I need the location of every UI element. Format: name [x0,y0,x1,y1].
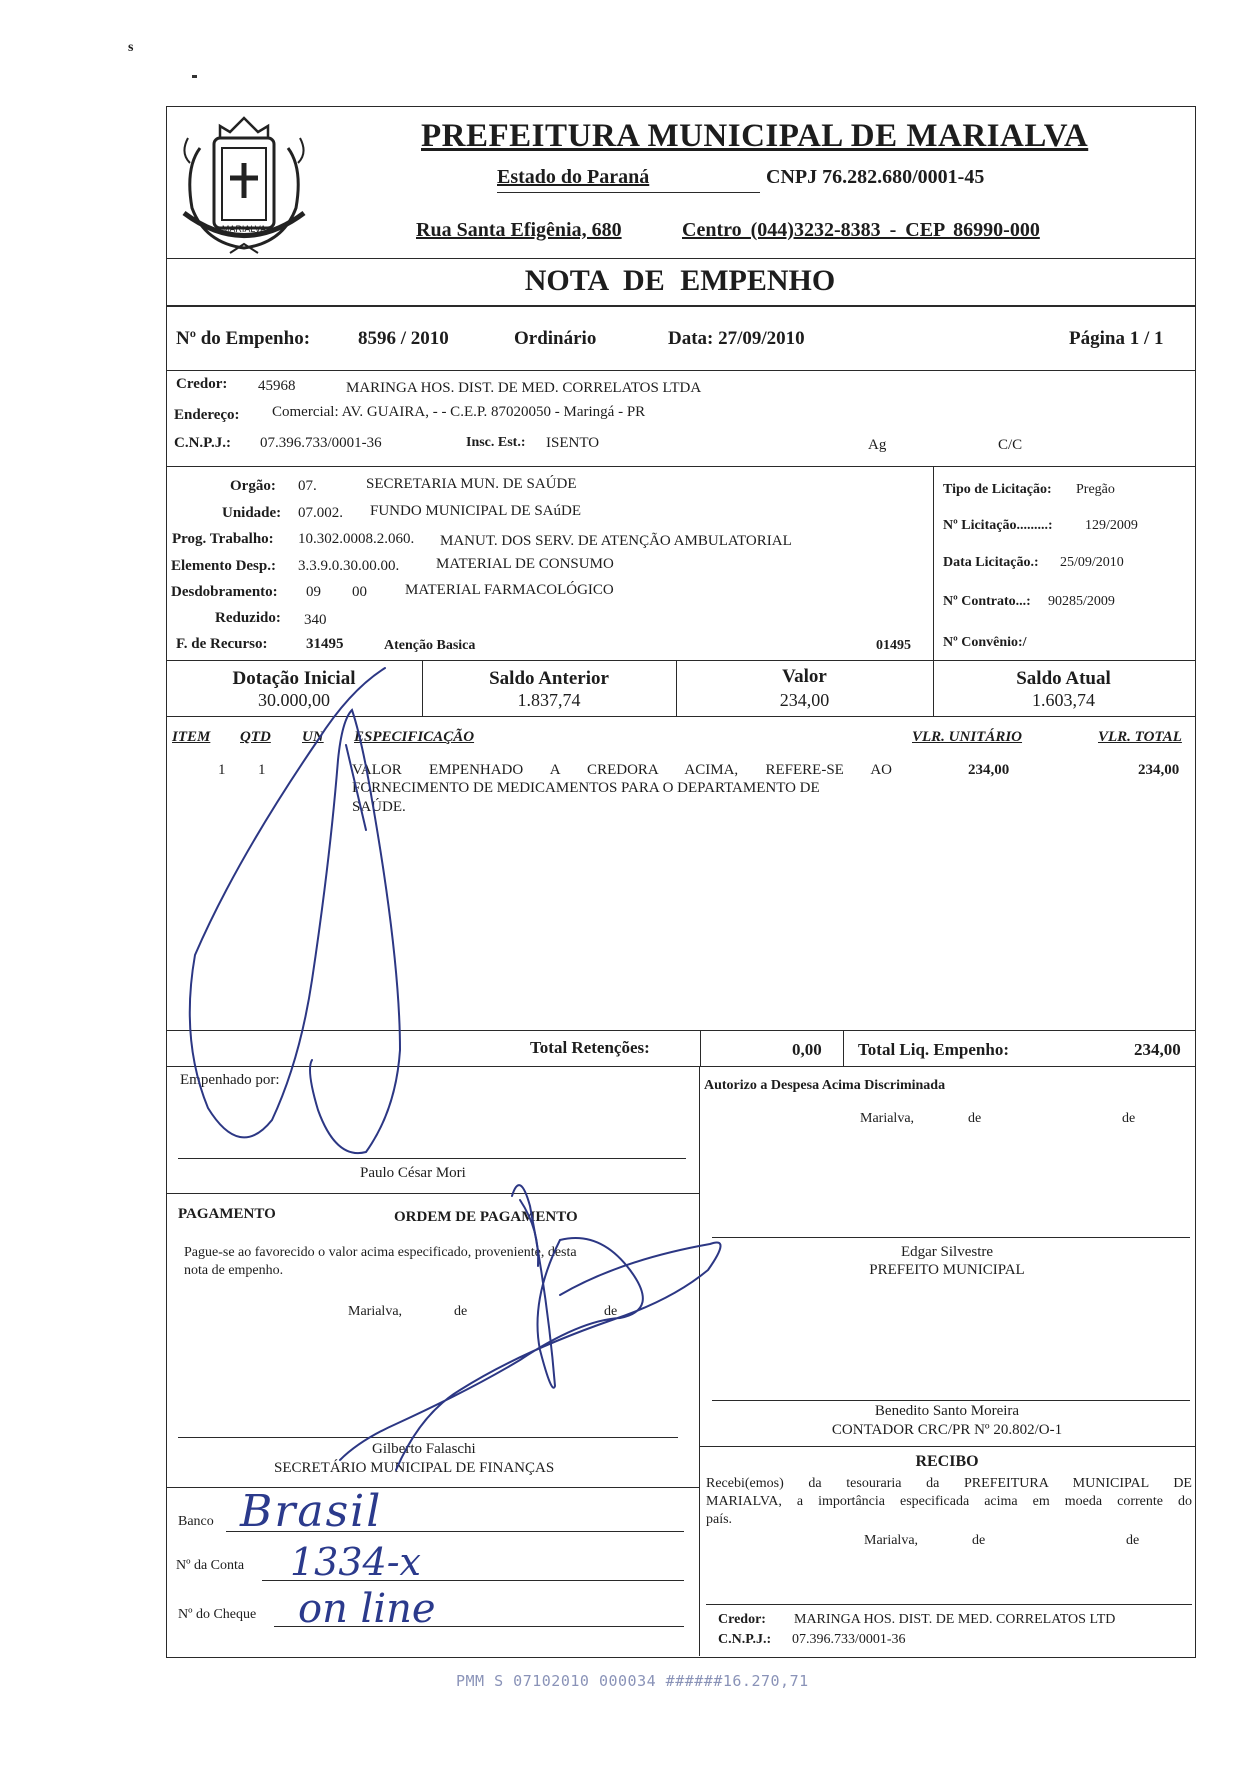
pagamento-text-2: nota de empenho. [184,1263,284,1278]
ordem-pagamento-title: ORDEM DE PAGAMENTO [394,1209,578,1225]
empenhado-name: Paulo César Mori [360,1165,466,1181]
state-name: Estado do Paraná [497,166,650,188]
credor-address: Comercial: AV. GUAIRA, - - C.E.P. 87020050 - Maringá - PR [272,404,646,420]
authentication-stamp: PMM S 07102010 000034 ######16.270,71 [456,1672,809,1690]
street-address: Rua Santa Efigênia, 680 [416,219,622,241]
licitacao-number-label: Nº Licitação.........: [943,518,1053,533]
document-title: NOTA DE EMPENHO [524,264,836,297]
page-number: Página 1 / 1 [1069,328,1164,349]
empenhado-label: Empenhado por: [180,1072,280,1088]
saldo-atual-value: 1.603,74 [1032,690,1095,710]
orgao-name: SECRETARIA MUN. DE SAÚDE [366,476,577,492]
recibo-title: RECIBO [915,1453,979,1470]
conta-label: Nº da Conta [176,1558,245,1573]
col-valor-unitario: VLR. UNITÁRIO [912,729,1023,745]
autorizo-de-2: de [1122,1111,1136,1126]
corner-mark: s [128,40,134,55]
col-qtd: QTD [240,729,271,745]
accountant-title: CONTADOR CRC/PR Nº 20.802/O-1 [831,1422,1063,1438]
unidade-label: Unidade: [222,505,282,521]
desdobramento-name: MATERIAL FARMACOLÓGICO [405,582,614,598]
desdobramento-label: Desdobramento: [171,584,278,600]
credor-label: Credor: [176,376,228,392]
elemento-name: MATERIAL DE CONSUMO [436,556,614,572]
credor-code: 45968 [258,378,296,394]
account-label: C/C [998,437,1023,453]
recibo-text-1: Recebi(emos) da tesouraria da PREFEITURA MUNICIPAL DE [706,1476,1192,1491]
pagamento-label: PAGAMENTO [178,1206,276,1222]
row-valor-total: 234,00 [1138,762,1180,778]
reduzido-value: 340 [304,612,327,628]
dotacao-label: Dotação Inicial [232,668,356,689]
conta-handwritten: 1334-x [290,1540,421,1584]
desdobramento-a: 09 [306,584,321,600]
recurso-code: 31495 [306,636,344,652]
address-label: Endereço: [174,407,240,423]
credor-name: MARINGA HOS. DIST. DE MED. CORRELATOS LTDA [346,380,702,396]
prog-label: Prog. Trabalho: [172,531,274,547]
municipality-title: PREFEITURA MUNICIPAL DE MARIALVA [421,118,1089,154]
prog-name: MANUT. DOS SERV. DE ATENÇÃO AMBULATORIAL [440,533,792,549]
secretary-title: SECRETÁRIO MUNICIPAL DE FINANÇAS [274,1460,555,1476]
valor-value: 234,00 [779,690,830,710]
municipal-crest-icon [170,108,318,260]
col-un: UN [302,729,324,745]
recibo-de-2: de [1126,1533,1140,1548]
mayor-title: PREFEITO MUNICIPAL [869,1262,1025,1278]
prog-code: 10.302.0008.2.060. [298,531,415,547]
empenho-type: Ordinário [514,328,597,349]
autorizo-de-1: de [968,1111,982,1126]
banco-handwritten: Brasil [240,1486,383,1537]
pagamento-city: Marialva, [348,1304,403,1319]
convenio-label: Nº Convênio:/ [943,635,1027,650]
municipality-cnpj: CNPJ 76.282.680/0001-45 [766,166,985,188]
recibo-credor-name: MARINGA HOS. DIST. DE MED. CORRELATOS LTD [794,1612,1116,1627]
insc-label: Insc. Est.: [466,435,526,450]
retencoes-value: 0,00 [792,1040,822,1059]
licitacao-date-label: Data Licitação.: [943,555,1039,570]
recurso-number: 01495 [876,638,911,653]
row-spec-line-1: VALOR EMPENHADO A CREDORA ACIMA, REFERE-SE AO [352,762,892,778]
orgao-code: 07. [298,478,317,494]
row-qtd: 1 [258,762,266,778]
licitacao-type: Pregão [1076,482,1115,497]
recibo-text-3: país. [706,1512,733,1527]
retencoes-label: Total Retenções: [530,1038,650,1057]
accountant-name: Benedito Santo Moreira [874,1403,1020,1419]
cheque-label: Nº do Cheque [178,1607,257,1622]
saldo-anterior-value: 1.837,74 [517,690,581,710]
licitacao-number: 129/2009 [1085,518,1138,533]
recurso-name: Atenção Basica [384,638,476,653]
recibo-de-1: de [972,1533,986,1548]
svg-text:MARIALVA: MARIALVA [221,224,267,234]
orgao-label: Orgão: [230,478,276,494]
empenho-number-label: Nº do Empenho: [176,328,311,349]
recibo-cnpj-label: C.N.P.J.: [718,1632,772,1647]
secretary-name: Gilberto Falaschi [372,1441,476,1457]
contact-info: Centro (044)3232-8383 - CEP 86990-000 [682,219,1040,241]
cheque-handwritten: on line [298,1586,436,1632]
liquido-value: 234,00 [1134,1040,1181,1059]
col-valor-total: VLR. TOTAL [1098,729,1182,745]
pagamento-de-2: de [604,1304,618,1319]
elemento-code: 3.3.9.0.30.00.00. [298,558,400,574]
licitacao-date: 25/09/2010 [1060,555,1124,570]
credor-cnpj-label: C.N.P.J.: [174,435,231,451]
autorizo-label: Autorizo a Despesa Acima Discriminada [704,1078,946,1093]
autorizo-city: Marialva, [860,1111,915,1126]
banco-label: Banco [178,1514,214,1529]
contrato-number: 90285/2009 [1048,594,1115,609]
row-spec-line-3: SAÚDE. [352,799,406,815]
empenho-number: 8596 / 2010 [358,328,449,349]
licitacao-type-label: Tipo de Licitação: [943,482,1052,497]
row-item: 1 [218,762,226,778]
unidade-name: FUNDO MUNICIPAL DE SAúDE [370,503,581,519]
recibo-text-2: MARIALVA, a importância especificada acima em moeda corrente do [706,1494,1192,1509]
recibo-credor-label: Credor: [718,1612,766,1627]
contrato-label: Nº Contrato...: [943,594,1031,609]
recibo-city: Marialva, [864,1533,919,1548]
col-especificacao: ESPECIFICAÇÃO [354,729,475,745]
valor-label: Valor [782,666,827,687]
saldo-atual-label: Saldo Atual [1016,668,1111,689]
elemento-label: Elemento Desp.: [171,558,276,574]
dotacao-value: 30.000,00 [258,690,330,710]
empenho-date: Data: 27/09/2010 [668,328,805,349]
saldo-anterior-label: Saldo Anterior [489,668,609,689]
desdobramento-b: 00 [352,584,367,600]
recibo-cnpj: 07.396.733/0001-36 [792,1632,906,1647]
agency-label: Ag [868,437,887,453]
row-spec-line-2: FORNECIMENTO DE MEDICAMENTOS PARA O DEPARTAMENTO DE [352,780,820,796]
unidade-code: 07.002. [298,505,343,521]
col-item: ITEM [172,729,211,745]
pagamento-text-1: Pague-se ao favorecido o valor acima especificado, proveniente, desta [184,1245,577,1260]
credor-cnpj: 07.396.733/0001-36 [260,435,382,451]
mayor-name: Edgar Silvestre [900,1244,994,1260]
row-valor-unitario: 234,00 [968,762,1010,778]
reduzido-label: Reduzido: [215,610,281,626]
liquido-label: Total Liq. Empenho: [858,1040,1009,1059]
insc-value: ISENTO [546,435,600,451]
ink-dot [192,75,197,78]
recurso-label: F. de Recurso: [176,636,268,652]
pagamento-de-1: de [454,1304,468,1319]
